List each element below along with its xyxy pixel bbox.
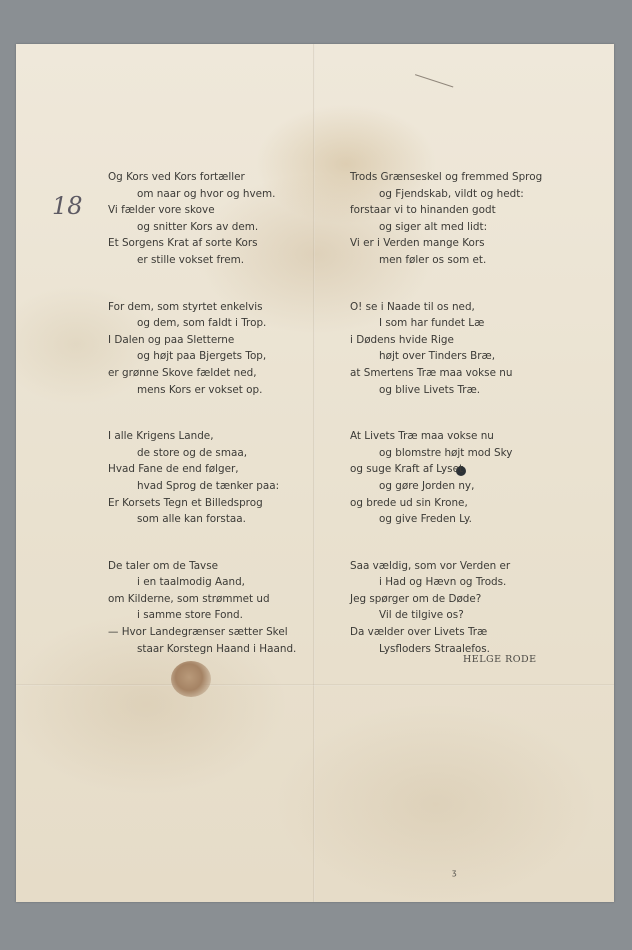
poem-line: er stille vokset frem. <box>137 253 245 266</box>
poem-line: Er Korsets Tegn et Billedsprog <box>108 496 263 509</box>
poem-line: i samme store Fond. <box>137 609 243 622</box>
poem-line: De taler om de Tavse <box>108 559 219 572</box>
poem-line: og blive Livets Træ. <box>379 383 481 396</box>
poem-line: og gøre Jorden ny, <box>379 479 475 492</box>
poem-line: i en taalmodig Aand, <box>137 576 245 589</box>
poem-line: Da vælder over Livets Træ <box>350 626 488 639</box>
poem-left-column <box>108 169 313 657</box>
horizontal-fold <box>16 684 614 686</box>
author-signature: HELGE RODE <box>463 654 537 665</box>
poem-line: forstaar vi to hinanden godt <box>350 204 496 217</box>
poem-line: I alle Krigens Lande, <box>108 430 214 443</box>
poem-line: Lysfloders Straalefos. <box>379 642 490 655</box>
poem-line: om naar og hvor og hvem. <box>137 187 276 200</box>
poem-line: og snitter Kors av dem. <box>137 220 259 233</box>
poem-line: og suge Kraft af Lyset <box>350 463 464 476</box>
poem-line: de store og de smaa, <box>137 446 247 459</box>
bottom-mark: ʒ <box>452 868 457 877</box>
poem-line: Et Sorgens Krat af sorte Kors <box>108 237 258 250</box>
poem-line: At Livets Træ maa vokse nu <box>350 430 494 443</box>
poem-line: Trods Grænseskel og fremmed Sprog <box>350 171 543 183</box>
poem-line: i Dødens hvide Rige <box>350 333 454 346</box>
poem-line: og give Freden Ly. <box>379 513 472 526</box>
poem-stanza <box>350 428 560 528</box>
vertical-fold <box>313 44 315 902</box>
poem-line: I Dalen og paa Sletterne <box>108 333 235 346</box>
poem-line: — Hvor Landegrænser sætter Skel <box>108 626 288 639</box>
poem-line: Vi fælder vore skove <box>108 204 215 217</box>
poem-line: hvad Sprog de tænker paa: <box>137 479 280 492</box>
poem-line: O! se i Naade til os ned, <box>350 300 475 313</box>
poem-line: Hvad Fane de end følger, <box>108 463 239 476</box>
poem-line: er grønne Skove fældet ned, <box>108 366 257 379</box>
poem-line: staar Korstegn Haand i Haand. <box>137 642 297 655</box>
poem-line: og siger alt med lidt: <box>379 220 488 233</box>
poem-line: at Smertens Træ maa vokse nu <box>350 366 513 379</box>
poem-stanza <box>108 428 313 528</box>
poem-stanza <box>108 558 313 658</box>
poem-line: Vi er i Verden mange Kors <box>350 237 485 250</box>
handwritten-number: 18 <box>52 192 83 220</box>
poem-line: men føler os som et. <box>379 253 487 266</box>
poem-line: og Fjendskab, vildt og hedt: <box>379 187 524 200</box>
paper-sheet <box>16 44 614 902</box>
poem-line: Vil de tilgive os? <box>379 609 464 622</box>
poem-line: om Kilderne, som strømmet ud <box>108 592 270 605</box>
poem-line: I som har fundet Læ <box>379 317 485 330</box>
poem-line: For dem, som styrtet enkelvis <box>108 300 263 313</box>
poem-line: højt over Tinders Bræ, <box>379 350 496 363</box>
poem-line: som alle kan forstaa. <box>137 513 246 526</box>
poem-line: Saa vældig, som vor Verden er <box>350 559 511 572</box>
poem-line: Og Kors ved Kors fortæller <box>108 171 245 183</box>
poem-stanza <box>350 558 560 658</box>
poem-line: og blomstre højt mod Sky <box>379 446 513 459</box>
poem-right-column <box>350 169 560 657</box>
poem-stanza <box>108 169 313 269</box>
poem-stanza <box>350 169 560 269</box>
poem-line: mens Kors er vokset op. <box>137 383 263 396</box>
poem-stanza <box>108 299 313 399</box>
poem-stanza <box>350 299 560 399</box>
paper-tear <box>411 74 454 101</box>
poem-line: Jeg spørger om de Døde? <box>350 592 482 605</box>
poem-line: i Had og Hævn og Trods. <box>379 576 507 589</box>
poem-line: og dem, som faldt i Trop. <box>137 317 267 330</box>
poem-line: og højt paa Bjergets Top, <box>137 350 267 363</box>
poem-line: og brede ud sin Krone, <box>350 496 468 509</box>
brown-stain <box>171 661 211 697</box>
